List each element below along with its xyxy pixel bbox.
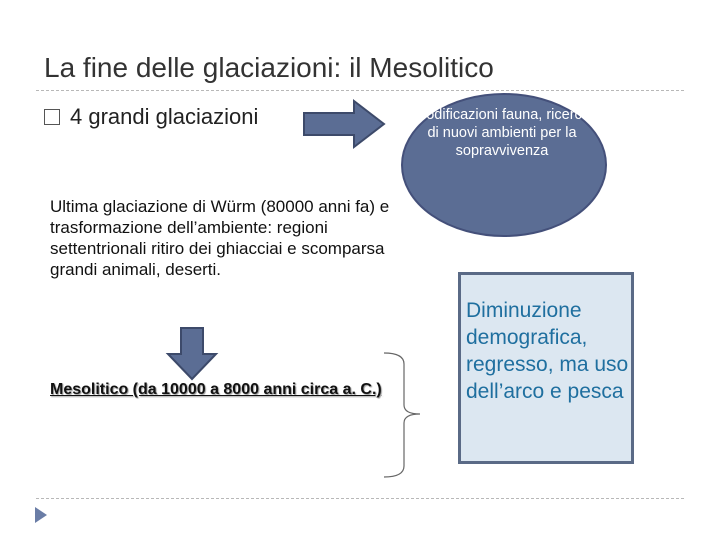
circle-text: Modificazioni fauna, ricerca di nuovi ambienti per la sopravvivenza — [414, 107, 590, 159]
next-slide-icon[interactable] — [34, 506, 48, 524]
right-brace-icon — [380, 350, 440, 482]
bullet-icon — [44, 109, 60, 125]
mesolitico-text: Mesolitico (da 10000 a 8000 anni circa a. C.) — [50, 381, 382, 398]
bottom-divider — [36, 498, 684, 499]
body-paragraph: Ultima glaciazione di Würm (80000 anni fa) e trasformazione dell’ambiente: regioni settentrionali ritiro dei ghiacciai e scomparsa grandi animali, deserti. — [50, 197, 390, 279]
slide-title: La fine delle glaciazioni: il Mesolitico — [44, 52, 494, 83]
bullet-text: 4 grandi glaciazioni — [70, 104, 259, 129]
bullet-glaciazioni — [44, 104, 258, 130]
right-arrow-icon — [302, 98, 388, 150]
down-arrow-icon — [164, 326, 220, 382]
outcome-box-text: Diminuzione demografica, regresso, ma uso dell’arco e pesca — [466, 299, 629, 403]
